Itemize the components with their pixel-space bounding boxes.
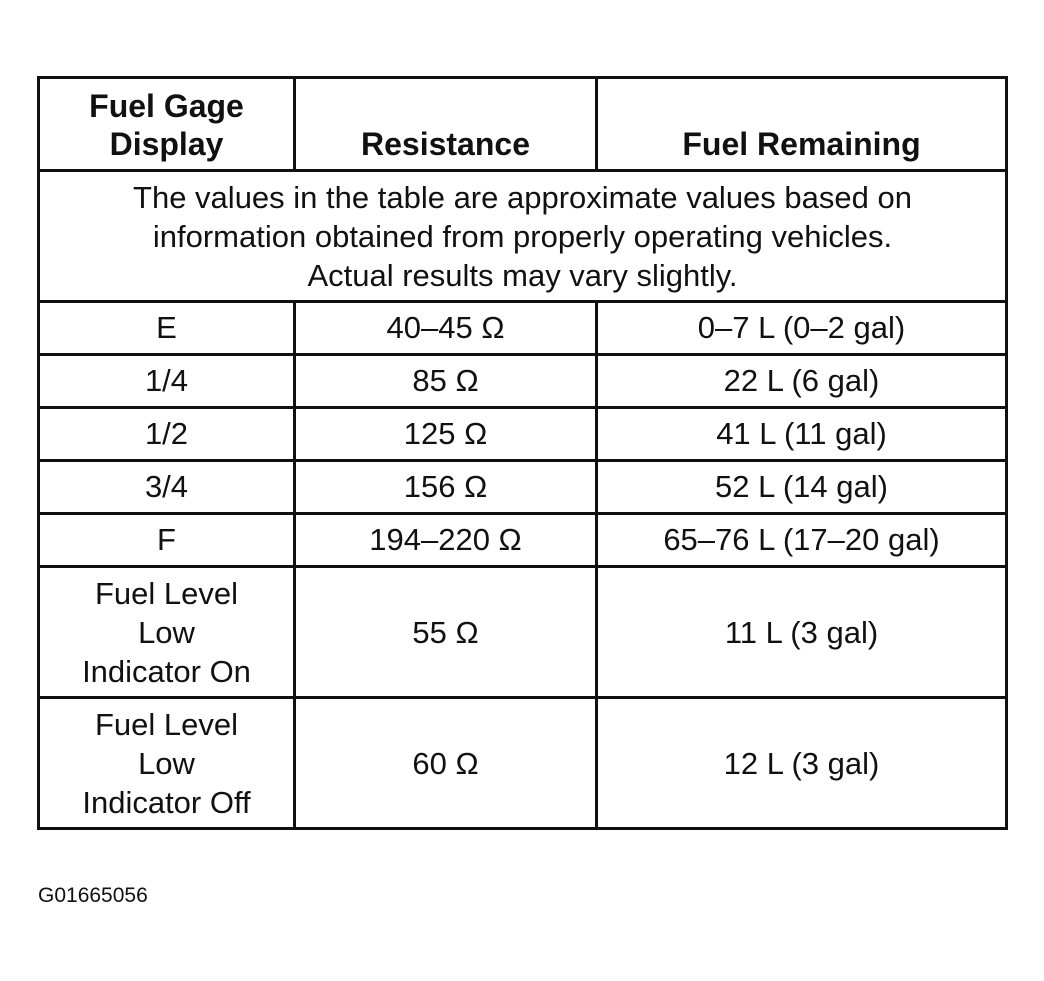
display-cell: 3/4 [39,461,295,514]
resistance-cell: 194–220 Ω [295,514,597,567]
display-line-3: Indicator On [82,653,251,689]
table-row [39,567,1007,698]
fuel-remaining-cell: 65–76 L (17–20 gal) [597,514,1007,567]
display-line-1: Fuel Level [94,706,239,742]
table-row [39,355,1007,408]
fuel-remaining-cell: 0–7 L (0–2 gal) [597,302,1007,355]
note-line-1: The values in the table are approximate values based on [133,179,912,215]
table-note [39,171,1007,302]
resistance-cell: 60 Ω [295,698,597,829]
fuel-remaining-cell: 12 L (3 gal) [597,698,1007,829]
display-cell [39,567,295,698]
table-row [39,302,1007,355]
header-display-line-1: Fuel Gage [89,88,244,124]
display-line-1: Fuel Level [94,575,239,611]
table-row [39,514,1007,567]
header-fuel-gage-display [39,78,295,171]
fuel-remaining-cell: 11 L (3 gal) [597,567,1007,698]
figure-id: G01665056 [38,884,148,907]
display-cell: 1/2 [39,408,295,461]
header-fuel-remaining: Fuel Remaining [597,78,1007,171]
table-row [39,461,1007,514]
table-row [39,408,1007,461]
display-line-2: Low [138,745,195,781]
display-line-2: Low [138,614,195,650]
header-resistance: Resistance [295,78,597,171]
fuel-gage-table [37,76,1008,830]
display-cell: E [39,302,295,355]
resistance-cell: 125 Ω [295,408,597,461]
fuel-remaining-cell: 52 L (14 gal) [597,461,1007,514]
resistance-cell: 55 Ω [295,567,597,698]
table-header-row [39,78,1007,171]
resistance-cell: 40–45 Ω [295,302,597,355]
display-cell: F [39,514,295,567]
header-display-line-2: Display [109,126,224,162]
display-line-3: Indicator Off [82,784,251,820]
note-row [39,171,1007,302]
fuel-remaining-cell: 22 L (6 gal) [597,355,1007,408]
resistance-cell: 156 Ω [295,461,597,514]
fuel-remaining-cell: 41 L (11 gal) [597,408,1007,461]
resistance-cell: 85 Ω [295,355,597,408]
note-line-3: Actual results may vary slightly. [307,257,738,293]
display-cell: 1/4 [39,355,295,408]
display-cell [39,698,295,829]
note-line-2: information obtained from properly operating vehicles. [152,218,893,254]
table-row [39,698,1007,829]
